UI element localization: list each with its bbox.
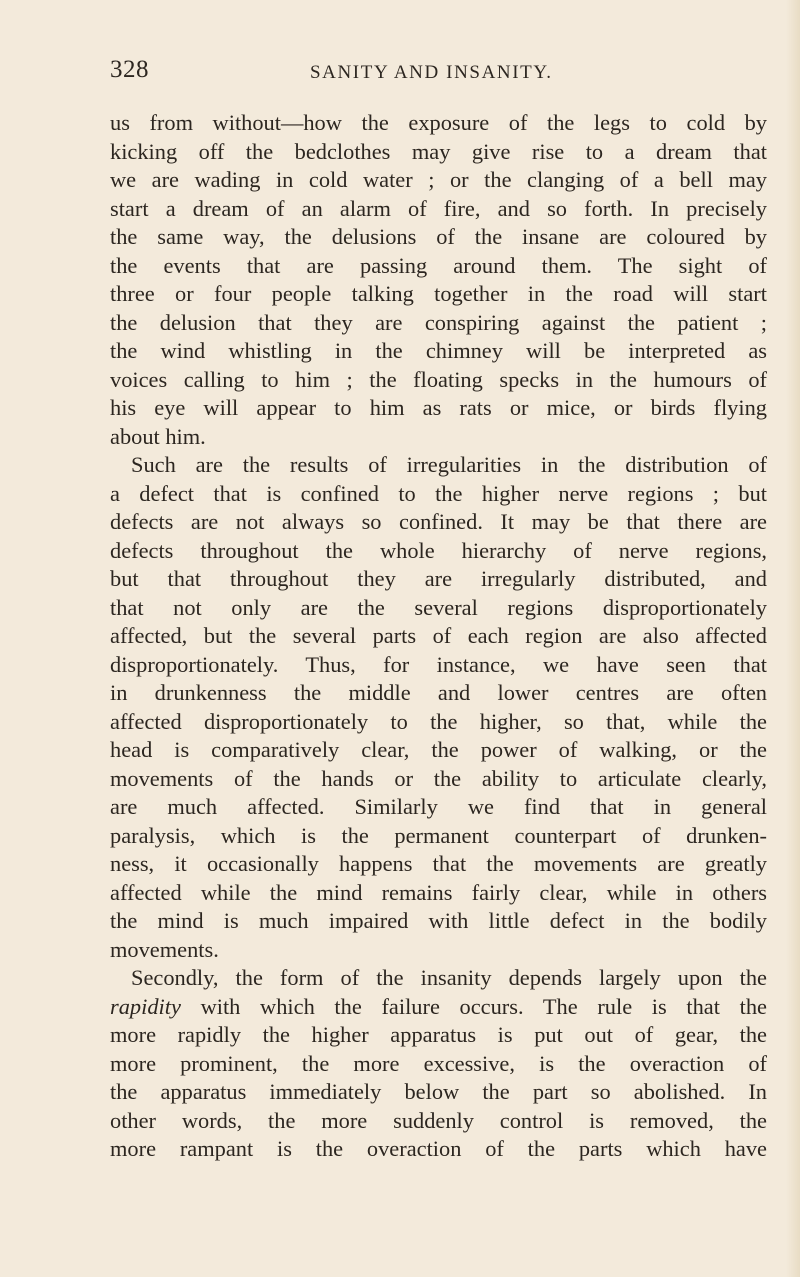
page-header <box>110 56 780 96</box>
text-line: the same way, the delusions of the insane are coloured by <box>110 224 767 249</box>
text-line: the wind whistling in the chimney will be interpreted as <box>110 338 767 363</box>
text-line: affected while the mind remains fairly clear, while in others <box>110 879 767 905</box>
text-line: kicking off the bedclothes may give rise to a dream that <box>110 138 767 164</box>
page-number: 328 <box>110 56 149 83</box>
text-line: voices calling to him ; the floating specks in the humours of <box>110 366 767 392</box>
text-line: paralysis, which is the permanent counterpart of drunken- <box>110 822 767 848</box>
text-line <box>110 993 767 1022</box>
text-line: we are wading in cold water ; or the clanging of a bell may <box>110 167 767 192</box>
text-line: more rampant is the overaction of the parts which have <box>110 1136 767 1161</box>
text-line: defects throughout the whole hierarchy of nerve regions, <box>110 537 767 563</box>
text-line: are much affected. Similarly we find that in general <box>110 794 767 819</box>
running-head: SANITY AND INSANITY. <box>310 62 553 83</box>
text-line: movements of the hands or the ability to articulate clearly, <box>110 765 767 791</box>
text-line: movements. <box>110 936 219 962</box>
text-line: ness, it occasionally happens that the movements are greatly <box>110 851 767 876</box>
italic-emphasis: rapidity <box>110 993 181 1019</box>
text-line: three or four people talking together in the road will start <box>110 281 767 306</box>
text-line: head is comparatively clear, the power of walking, or the <box>110 737 767 762</box>
body-text <box>110 109 767 1164</box>
text-line: Such are the results of irregularities in the distribution of <box>131 452 767 477</box>
text-line: the mind is much impaired with little defect in the bodily <box>110 908 767 933</box>
text-line: more rapidly the higher apparatus is put out of gear, the <box>110 1022 767 1047</box>
text-line: the apparatus immediately below the part so abolished. In <box>110 1079 767 1104</box>
text-run: with which the failure occurs. The rule is that the <box>180 993 767 1019</box>
text-line: in drunkenness the middle and lower centres are often <box>110 680 767 705</box>
text-line: Secondly, the form of the insanity depends largely upon the <box>131 965 767 990</box>
page-edge-shadow <box>786 0 800 1277</box>
text-line: a defect that is confined to the higher nerve regions ; but <box>110 480 767 506</box>
text-line: but that throughout they are irregularly distributed, and <box>110 566 767 591</box>
text-line: other words, the more suddenly control is removed, the <box>110 1107 767 1133</box>
text-line: affected, but the several parts of each region are also affected <box>110 623 767 648</box>
text-line: us from without—how the exposure of the legs to cold by <box>110 110 767 135</box>
text-line: that not only are the several regions disproportionately <box>110 594 767 620</box>
text-line: affected disproportionately to the higher, so that, while the <box>110 708 767 734</box>
text-line: more prominent, the more excessive, is the overaction of <box>110 1050 767 1076</box>
text-line: the events that are passing around them. The sight of <box>110 252 767 278</box>
text-line: start a dream of an alarm of fire, and so forth. In precisely <box>110 195 767 221</box>
text-line: about him. <box>110 423 206 449</box>
text-line: disproportionately. Thus, for instance, we have seen that <box>110 651 767 677</box>
text-line: his eye will appear to him as rats or mice, or birds flying <box>110 395 767 420</box>
text-line: defects are not always so confined. It may be that there are <box>110 509 767 534</box>
text-line: the delusion that they are conspiring against the patient ; <box>110 309 767 335</box>
